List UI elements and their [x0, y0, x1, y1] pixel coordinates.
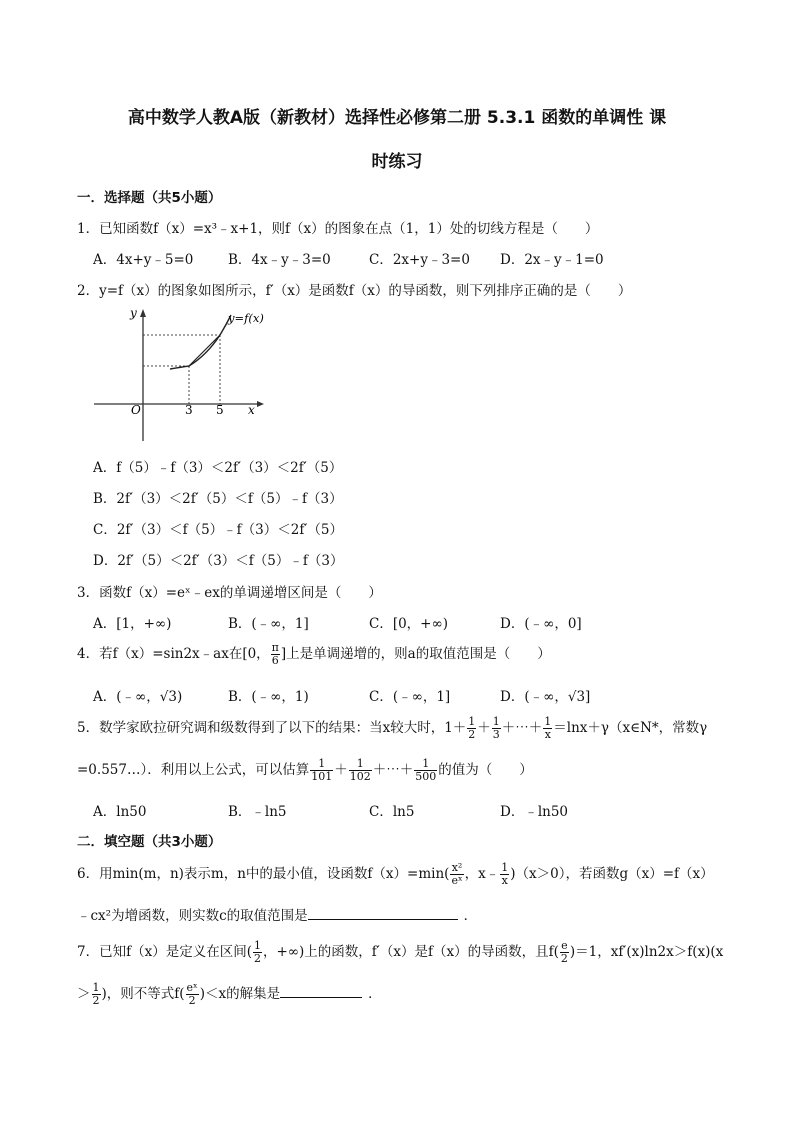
q3-option-a: A．[1，+∞) — [93, 616, 172, 632]
q5-est-frac-3 — [414, 758, 437, 783]
q5-option-d: D．﹣ln50 — [500, 804, 569, 820]
q2-option-c: C．2f′（3）＜f（5）﹣f（3）＜2f′（5） — [93, 522, 343, 538]
q5-line2-part2: 的值为（ ） — [438, 762, 533, 778]
q1-option-c: C．2x+y﹣3=0 — [369, 252, 470, 268]
q7-frac-2 — [560, 940, 569, 965]
q2-option-b: B．2f′（3）＜2f′（5）＜f（5）﹣f（3） — [93, 491, 343, 507]
q7-frac-4-den: 2 — [188, 994, 196, 1007]
q7-frac-2-num: e — [561, 939, 568, 952]
q6-end: ． — [463, 908, 478, 924]
q5-stem-part1: 5．数学家欧拉研究调和级数得到了以下的结果：当x较大时，1＋ — [77, 720, 467, 736]
q7-answer-blank[interactable] — [280, 983, 362, 998]
q7-frac-3 — [92, 982, 101, 1007]
q7-line2-part1: ＞ — [77, 986, 91, 1002]
q5-line2-part1: =0.557…）．利用以上公式，可以估算 — [77, 762, 310, 778]
graph-secant — [189, 335, 220, 366]
q7-line2-part2: )，则不等式f( — [101, 986, 185, 1002]
q5-est-plus: ＋ — [334, 762, 348, 778]
q7-frac-3-den: 2 — [92, 994, 100, 1007]
q1-option-b: B．4x﹣y﹣3=0 — [228, 252, 331, 268]
q7-frac-4 — [186, 982, 199, 1007]
q5-frac-1-den: 2 — [468, 728, 476, 741]
q6-frac-2-den: x — [501, 874, 508, 887]
q7-frac-1-den: 2 — [253, 952, 261, 965]
q5-stem-line2 — [77, 758, 533, 783]
q2-option-d: D．2f′（5）＜2f′（3）＜f（5）﹣f（3） — [93, 553, 344, 569]
graph-tick-3: 3 — [185, 403, 193, 417]
q5-est-frac-2-den: 102 — [349, 770, 371, 783]
q7-frac-1-num: 1 — [253, 939, 261, 952]
q6-stem-part1: 6．用min(m，n)表示m，n中的最小值，设函数f（x）=min( — [77, 866, 450, 882]
q5-frac-3 — [543, 716, 552, 741]
q7-line2-part3: )＜x的解集是 — [199, 986, 281, 1002]
q5-frac-3-den: x — [544, 728, 551, 741]
q7-stem-part1: 7．已知f（x）是定义在区间( — [77, 944, 252, 960]
q2-function-graph — [92, 303, 274, 443]
q6-frac-1-num: x² — [451, 861, 463, 874]
q4-option-a: A．(﹣∞，√3) — [93, 689, 183, 705]
q6-frac-2 — [500, 862, 509, 887]
q6-stem-part2: )（x＞0），若函数g（x）=f（x） — [510, 866, 714, 882]
q5-frac-1-num: 1 — [468, 715, 476, 728]
q7-end: ． — [368, 986, 382, 1002]
q7-stem-line2 — [77, 982, 382, 1007]
q5-frac-2 — [492, 716, 501, 741]
q5-option-c: C．ln5 — [369, 804, 415, 820]
q5-est-frac-3-num: 1 — [414, 758, 437, 771]
q6-stem-mid: ，x﹣ — [464, 866, 500, 882]
q5-frac-2-den: 3 — [492, 728, 500, 741]
page-title-line2: 时练习 — [371, 152, 423, 172]
q3-stem: 3．函数f（x）=eˣ﹣ex的单调递增区间是（ ） — [77, 585, 382, 601]
q7-frac-1 — [253, 940, 262, 965]
q5-option-b: B．﹣ln5 — [228, 804, 287, 820]
q6-frac-1-den: eˣ — [451, 874, 463, 887]
q7-frac-4-num: eˣ — [186, 981, 198, 994]
q5-plus-dots: ＋⋯＋ — [501, 720, 543, 736]
graph-origin-label: O — [131, 403, 141, 417]
section-choice-heading: 一．选择题（共5小题） — [77, 190, 222, 206]
graph-x-arrow — [257, 401, 264, 407]
q4-stem-part1: 4．若f（x）=sin2x﹣ax在[0， — [77, 646, 270, 662]
graph-y-label: y — [130, 306, 137, 320]
q4-frac-num: π — [271, 641, 279, 654]
q6-stem-line2 — [77, 904, 477, 924]
q5-est-frac-1-den: 101 — [311, 770, 333, 783]
q3-option-c: C．[0，+∞) — [369, 616, 449, 632]
graph-curve — [170, 315, 231, 369]
q5-stem-line1 — [77, 716, 707, 741]
graph-curve-label: y=f(x) — [228, 311, 264, 325]
q7-frac-2-den: 2 — [560, 952, 568, 965]
q6-stem-line1 — [77, 862, 714, 887]
q7-stem-part2: ，+∞)上的函数，f′（x）是f（x）的导函数，且f( — [262, 944, 559, 960]
q5-frac-2-num: 1 — [492, 715, 500, 728]
graph-y-arrow — [140, 309, 146, 317]
q6-frac-1 — [450, 862, 463, 887]
q5-est-frac-3-den: 500 — [415, 770, 437, 783]
q4-frac-den: 6 — [271, 654, 279, 667]
q5-plus: ＋ — [477, 720, 491, 736]
q7-frac-3-num: 1 — [92, 981, 100, 994]
q4-stem — [77, 642, 551, 667]
q5-est-frac-1-num: 1 — [310, 758, 333, 771]
q1-option-d: D．2x﹣y﹣1=0 — [500, 252, 604, 268]
q5-est-frac-2 — [349, 758, 372, 783]
q6-answer-blank[interactable] — [308, 905, 458, 920]
q2-option-a: A．f（5）﹣f（3）＜2f′（3）＜2f′（5） — [93, 460, 343, 476]
q5-frac-1 — [467, 716, 476, 741]
q7-stem-line1 — [77, 940, 723, 965]
q5-frac-3-num: 1 — [544, 715, 552, 728]
q1-stem: 1．已知函数f（x）=x³﹣x+1，则f（x）的图象在点（1，1）处的切线方程是（ ） — [77, 221, 599, 237]
q6-line2-text: ﹣cx²为增函数，则实数c的取值范围是 — [77, 908, 308, 924]
q1-option-a: A．4x+y﹣5=0 — [93, 252, 194, 268]
q4-stem-part2: ]上是单调递增的，则a的取值范围是（ ） — [280, 646, 551, 662]
q4-option-b: B．(﹣∞，1) — [228, 689, 309, 705]
graph-tick-5: 5 — [216, 403, 224, 417]
q3-option-b: B．(﹣∞，1] — [228, 616, 309, 632]
q4-option-d: D．(﹣∞，√3] — [500, 689, 591, 705]
q4-option-c: C．(﹣∞，1] — [369, 689, 451, 705]
q6-frac-2-num: 1 — [501, 861, 509, 874]
q5-est-frac-1 — [310, 758, 333, 783]
q7-stem-part3: )＝1，xf′(x)ln2x＞f(x)(x — [569, 944, 724, 960]
q2-stem: 2．y=f（x）的图象如图所示，f′（x）是函数f（x）的导函数，则下列排序正确的是（ ） — [77, 283, 632, 299]
page-title-line1: 高中数学人教A版（新教材）选择性必修第二册 5.3.1 函数的单调性 课 — [127, 108, 667, 128]
q4-fraction — [271, 642, 280, 667]
q5-est-plus-dots: ＋⋯＋ — [372, 762, 414, 778]
q3-option-d: D．(﹣∞，0] — [500, 616, 582, 632]
section-fill-heading: 二．填空题（共3小题） — [77, 834, 222, 850]
q5-option-a: A．ln50 — [93, 804, 147, 820]
q5-stem-part2: ＝lnx＋γ（x∈N*，常数γ — [553, 720, 708, 736]
graph-x-label: x — [248, 403, 255, 417]
q5-est-frac-2-num: 1 — [349, 758, 372, 771]
